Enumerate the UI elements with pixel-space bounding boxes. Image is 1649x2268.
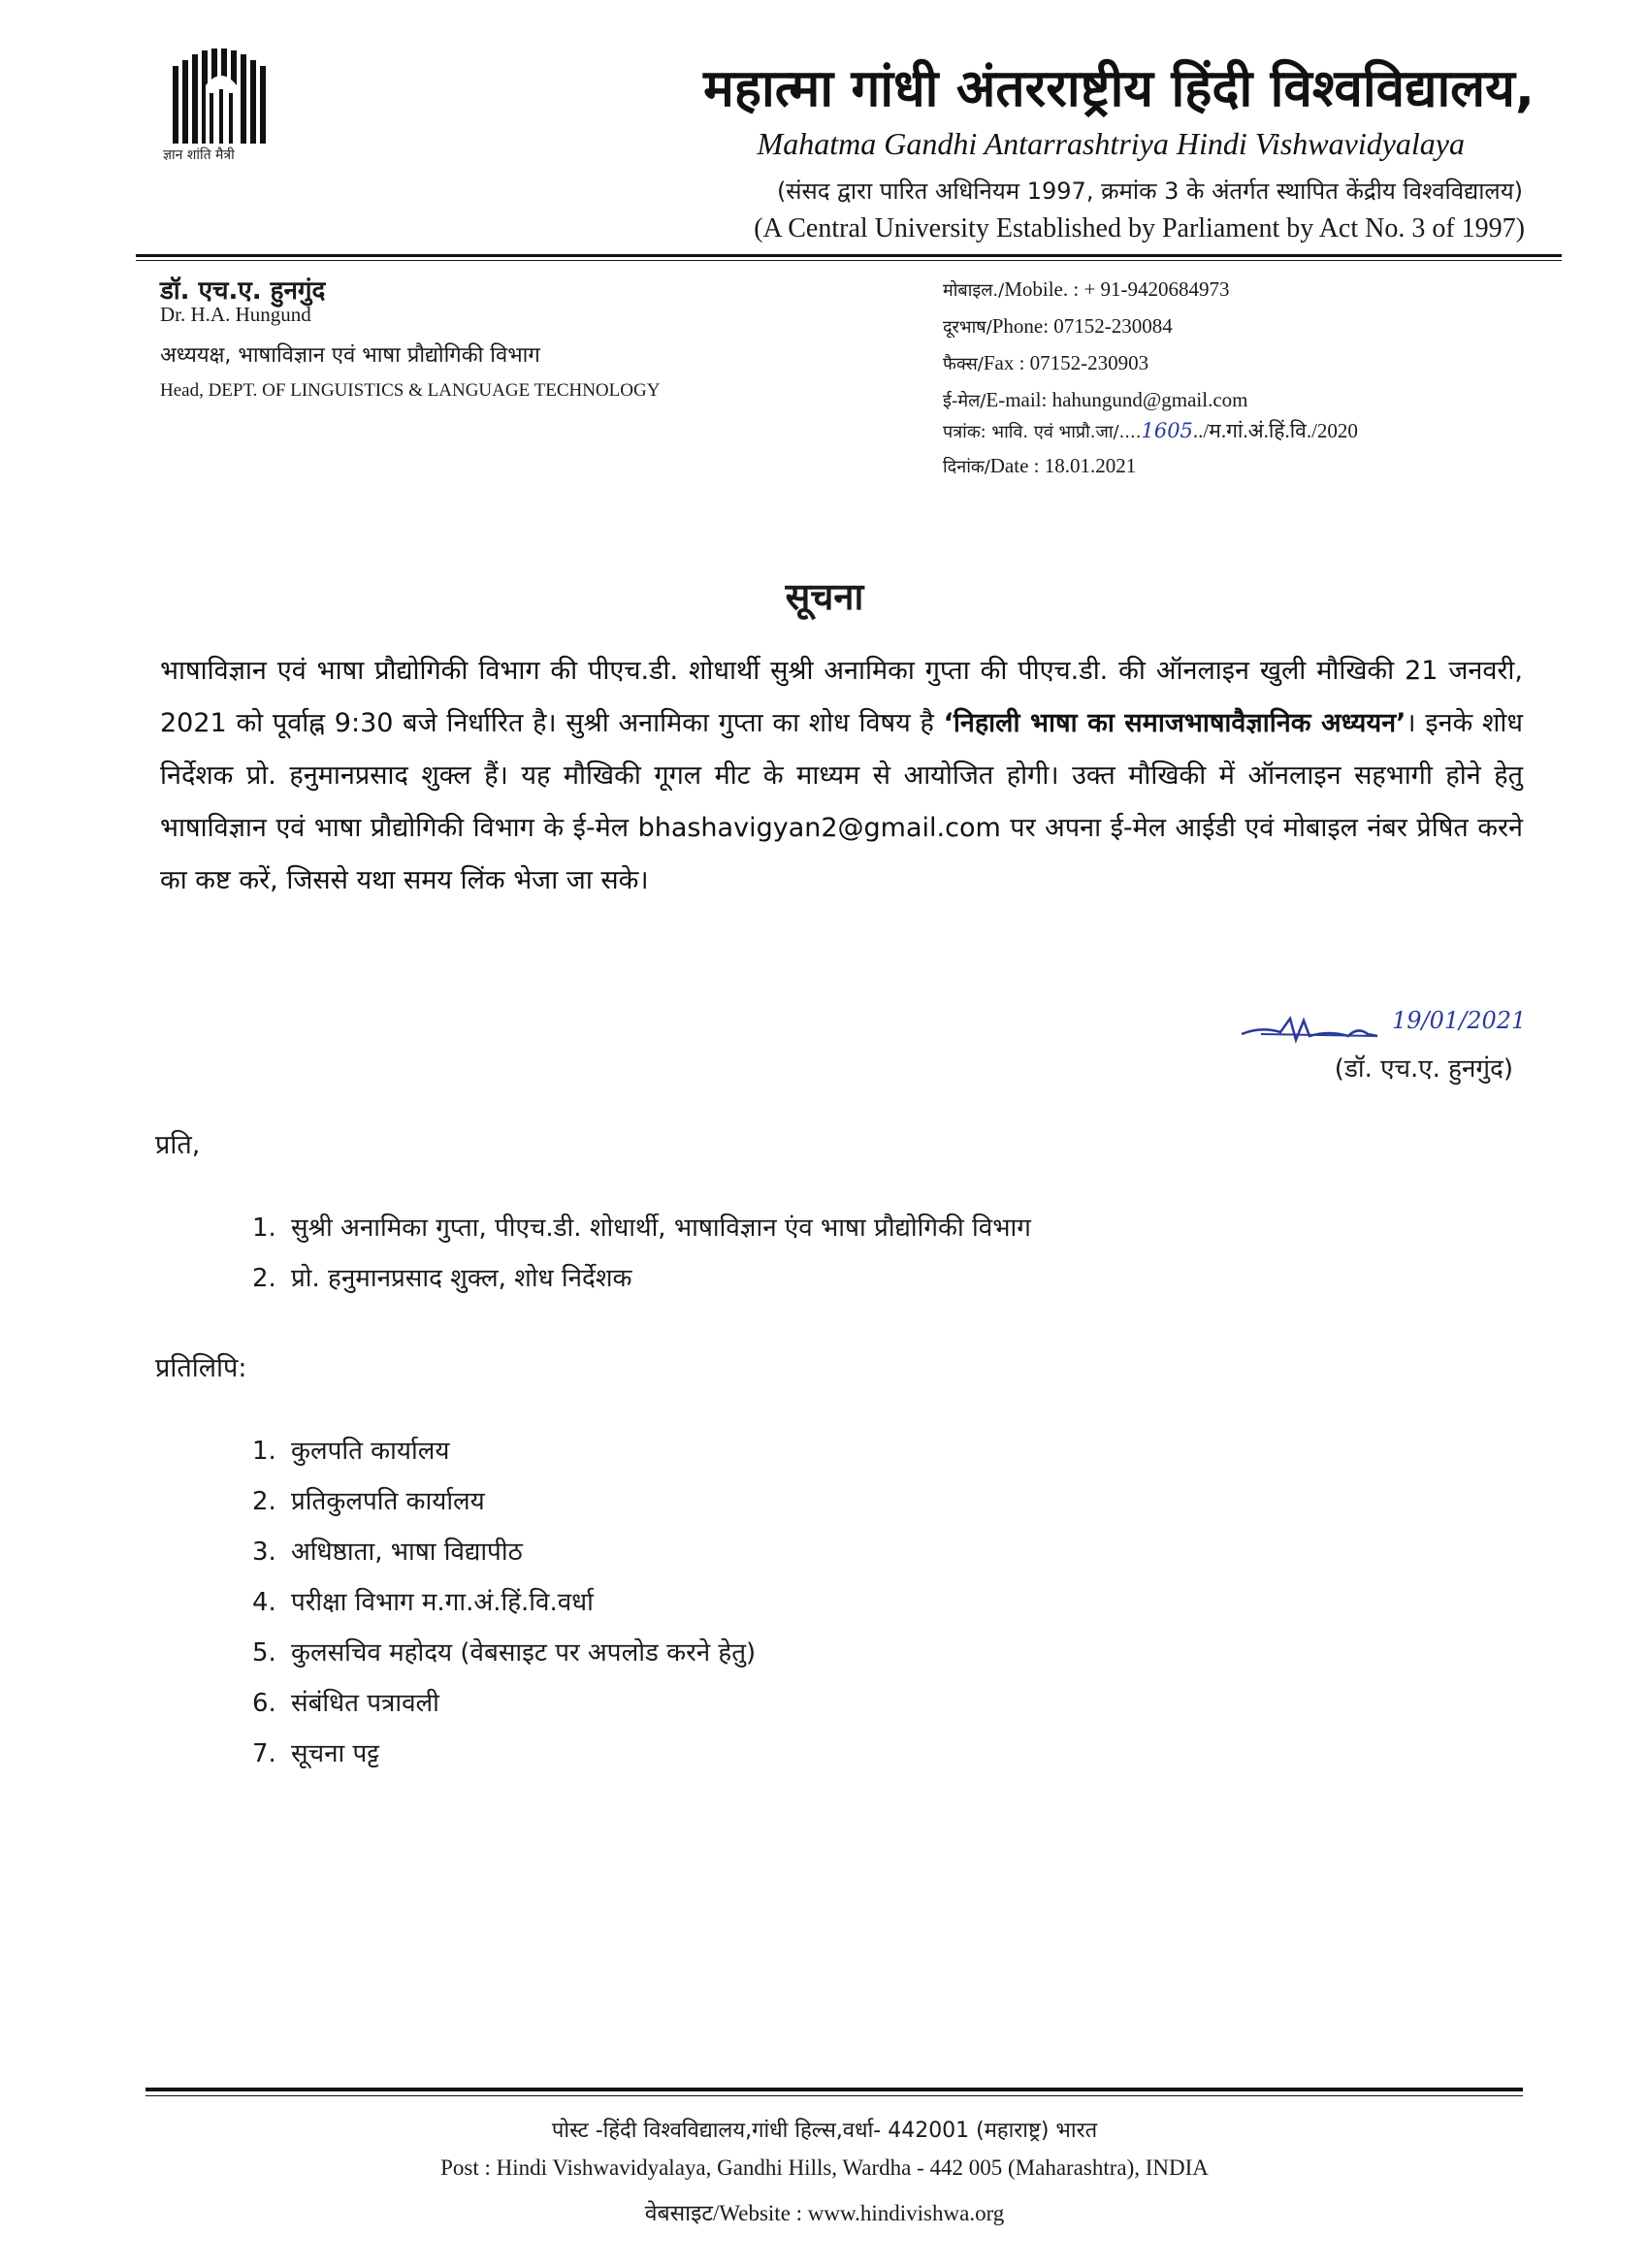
signature-date: 19/01/2021: [1392, 1007, 1527, 1034]
university-name-english: Mahatma Gandhi Antarrashtriya Hindi Vishwavidyalaya: [757, 126, 1465, 161]
list-item: 2. प्रो. हनुमानप्रसाद शुक्ल, शोध निर्देशक: [252, 1264, 632, 1293]
contact-mobile: मोबाइल./Mobile. : + 91-9420684973: [943, 277, 1230, 301]
establishment-act-hindi: (संसद द्वारा पारित अधिनियम 1997, क्रमांक 3 के अंतर्गत स्थापित केंद्रीय विश्वविद्यालय): [776, 178, 1523, 205]
footer-address-hindi: पोस्ट -हिंदी विश्वविद्यालय,गांधी हिल्स,वर्धा- 442001 (महाराष्ट्र) भारत: [551, 2119, 1098, 2143]
to-label: प्रति,: [155, 1130, 201, 1160]
university-name-hindi: महात्मा गांधी अंतरराष्ट्रीय हिंदी विश्वविद्यालय,: [703, 59, 1535, 118]
list-item: 7. सूचना पट्ट: [252, 1739, 379, 1768]
to-list: [252, 1203, 1031, 1304]
contact-phone: दूरभाष/Phone: 07152-230084: [943, 314, 1173, 338]
list-item: 1. सुश्री अनामिका गुप्ता, पीएच.डी. शोधार्थी, भाषाविज्ञान एंव भाषा प्रौद्योगिकी विभाग: [252, 1214, 1031, 1243]
copy-list: [252, 1426, 756, 1779]
sender-name-english: Dr. H.A. Hungund: [160, 303, 311, 326]
footer-rule-thin: [146, 2095, 1523, 2096]
handwritten-ref-number: 1605: [1141, 419, 1193, 442]
footer-rule: [146, 2088, 1523, 2091]
handwritten-signature: [1232, 997, 1527, 1055]
list-item: 4. परीक्षा विभाग म.गा.अं.हिं.वि.वर्धा: [252, 1588, 594, 1617]
list-item: 5. कुलसचिव महोदय (वेबसाइट पर अपलोड करने हेतु): [252, 1638, 757, 1668]
list-item: 2. प्रतिकुलपति कार्यालय: [252, 1487, 485, 1516]
sender-role-english: Head, DEPT. OF LINGUISTICS & LANGUAGE TECHNOLOGY: [160, 380, 661, 401]
logo-emblem-icon: [167, 47, 275, 144]
footer-address-english: Post : Hindi Vishwavidyalaya, Gandhi Hills, Wardha - 442 005 (Maharashtra), INDIA: [440, 2155, 1209, 2180]
signer-name: (डॉ. एच.ए. हुनगुंद): [1334, 1054, 1513, 1084]
letter-date: दिनांक/Date : 18.01.2021: [943, 454, 1137, 477]
research-topic: ‘निहाली भाषा का समाजभाषावैज्ञानिक अध्ययन’: [943, 708, 1406, 738]
logo-tagline: ज्ञान शांति मैत्री: [163, 147, 235, 163]
footer-website: वेबसाइट/Website : www.hindivishwa.org: [644, 2201, 1005, 2225]
copy-label: प्रतिलिपि:: [155, 1353, 247, 1383]
list-item: 1. कुलपति कार्यालय: [252, 1437, 450, 1466]
sender-role-hindi: अध्ययक्ष, भाषाविज्ञान एवं भाषा प्रौद्योगिकी विभाग: [160, 343, 540, 368]
reference-number: पत्रांक: भावि. एवं भाप्रौ.जा/....1605../म.गां.अं.हिं.वि./2020: [943, 419, 1358, 442]
notice-title: सूचना: [785, 575, 864, 618]
notice-body: भाषाविज्ञान एवं भाषा प्रौद्योगिकी विभाग की पीएच.डी. शोधार्थी सुश्री अनामिका गुप्ता की पीएच.डी. की ऑनलाइन खुली मौखिकी 21 जनवरी, 2021 को पूर्वाह्न 9:30 बजे निर्धारित है। सुश्री अनामिका गुप्ता का शोध विषय है ‘निहाली भाषा का समाजभाषावैज्ञानिक अध्ययन’। इनके शोध निर्देशक प्रो. हनुमानप्रसाद शुक्ल हैं। यह मौखिकी गूगल मीट के माध्यम से आयोजित होगी। उक्त मौखिकी में ऑनलाइन सहभागी होने हेतु भाषाविज्ञान एवं भाषा प्रौद्योगिकी विभाग के ई-मेल bhashavigyan2@gmail.com पर अपना ई-मेल आईडी एवं मोबाइल नंबर प्रेषित करने का कष्ट करें, जिससे यथा समय लिंक भेजा जा सके।: [160, 656, 1523, 895]
contact-fax: फैक्स/Fax : 07152-230903: [943, 351, 1149, 374]
contact-email: ई-मेल/E-mail: hahungund@gmail.com: [943, 388, 1248, 411]
establishment-act-english: (A Central University Established by Parliament by Act No. 3 of 1997): [754, 213, 1525, 243]
list-item: 6. संबंधित पत्रावली: [252, 1689, 439, 1718]
sender-name-hindi: डॉ. एच.ए. हुनगुंद: [160, 276, 326, 306]
list-item: 3. अधिष्ठाता, भाषा विद्यापीठ: [252, 1538, 523, 1567]
header-rule: [136, 254, 1562, 257]
header-rule-thin: [136, 260, 1562, 261]
